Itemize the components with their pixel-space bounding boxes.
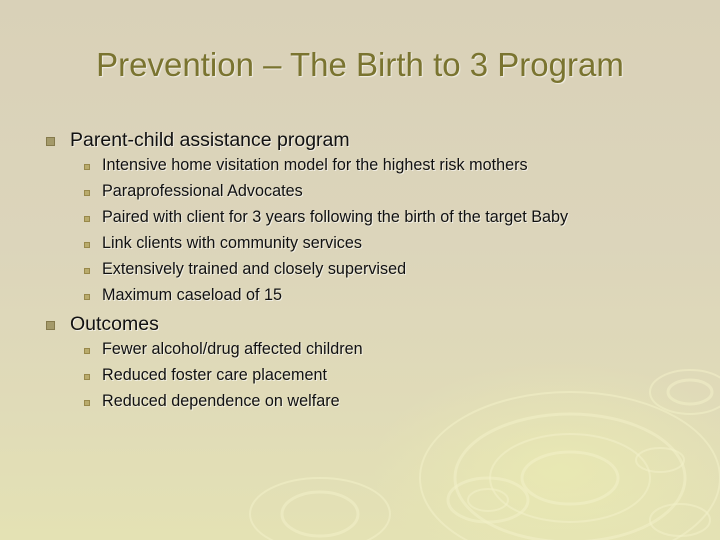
sub-bullet-item [44,156,664,175]
sub-bullet-text: Fewer alcohol/drug affected children [102,340,363,358]
square-bullet-icon [46,321,55,330]
bullet-text: Parent-child assistance program [70,129,350,151]
sub-bullet-item [44,208,664,227]
small-square-bullet-icon [84,242,90,248]
sub-bullet-text: Link clients with community services [102,234,362,252]
slide-title: Prevention – The Birth to 3 Program [96,46,624,83]
sub-bullet-item [44,182,664,201]
sub-bullet-item [44,234,664,253]
sub-bullet-text: Intensive home visitation model for the highest risk mothers [102,156,528,174]
small-square-bullet-icon [84,374,90,380]
sub-bullet-text: Maximum caseload of 15 [102,286,282,304]
small-square-bullet-icon [84,216,90,222]
bullet-text: Outcomes [70,313,159,335]
sub-list-outcomes [44,340,664,411]
sub-list-program [44,156,664,305]
small-square-bullet-icon [84,400,90,406]
small-square-bullet-icon [84,164,90,170]
sub-bullet-item [44,340,664,359]
bullet-parent-child-assistance [44,128,664,152]
sub-bullet-text: Paired with client for 3 years following the birth of the target Baby [102,208,569,226]
small-square-bullet-icon [84,190,90,196]
bullet-list [44,128,664,418]
sub-bullet-text: Reduced foster care placement [102,366,327,384]
sub-bullet-text: Reduced dependence on welfare [102,392,340,410]
small-square-bullet-icon [84,294,90,300]
small-square-bullet-icon [84,268,90,274]
bullet-outcomes [44,312,664,336]
sub-bullet-item [44,366,664,385]
sub-bullet-text: Paraprofessional Advocates [102,182,303,200]
sub-bullet-item [44,286,664,305]
square-bullet-icon [46,137,55,146]
sub-bullet-text: Extensively trained and closely supervised [102,260,407,278]
sub-bullet-item [44,260,664,279]
small-square-bullet-icon [84,348,90,354]
sub-bullet-item [44,392,664,411]
